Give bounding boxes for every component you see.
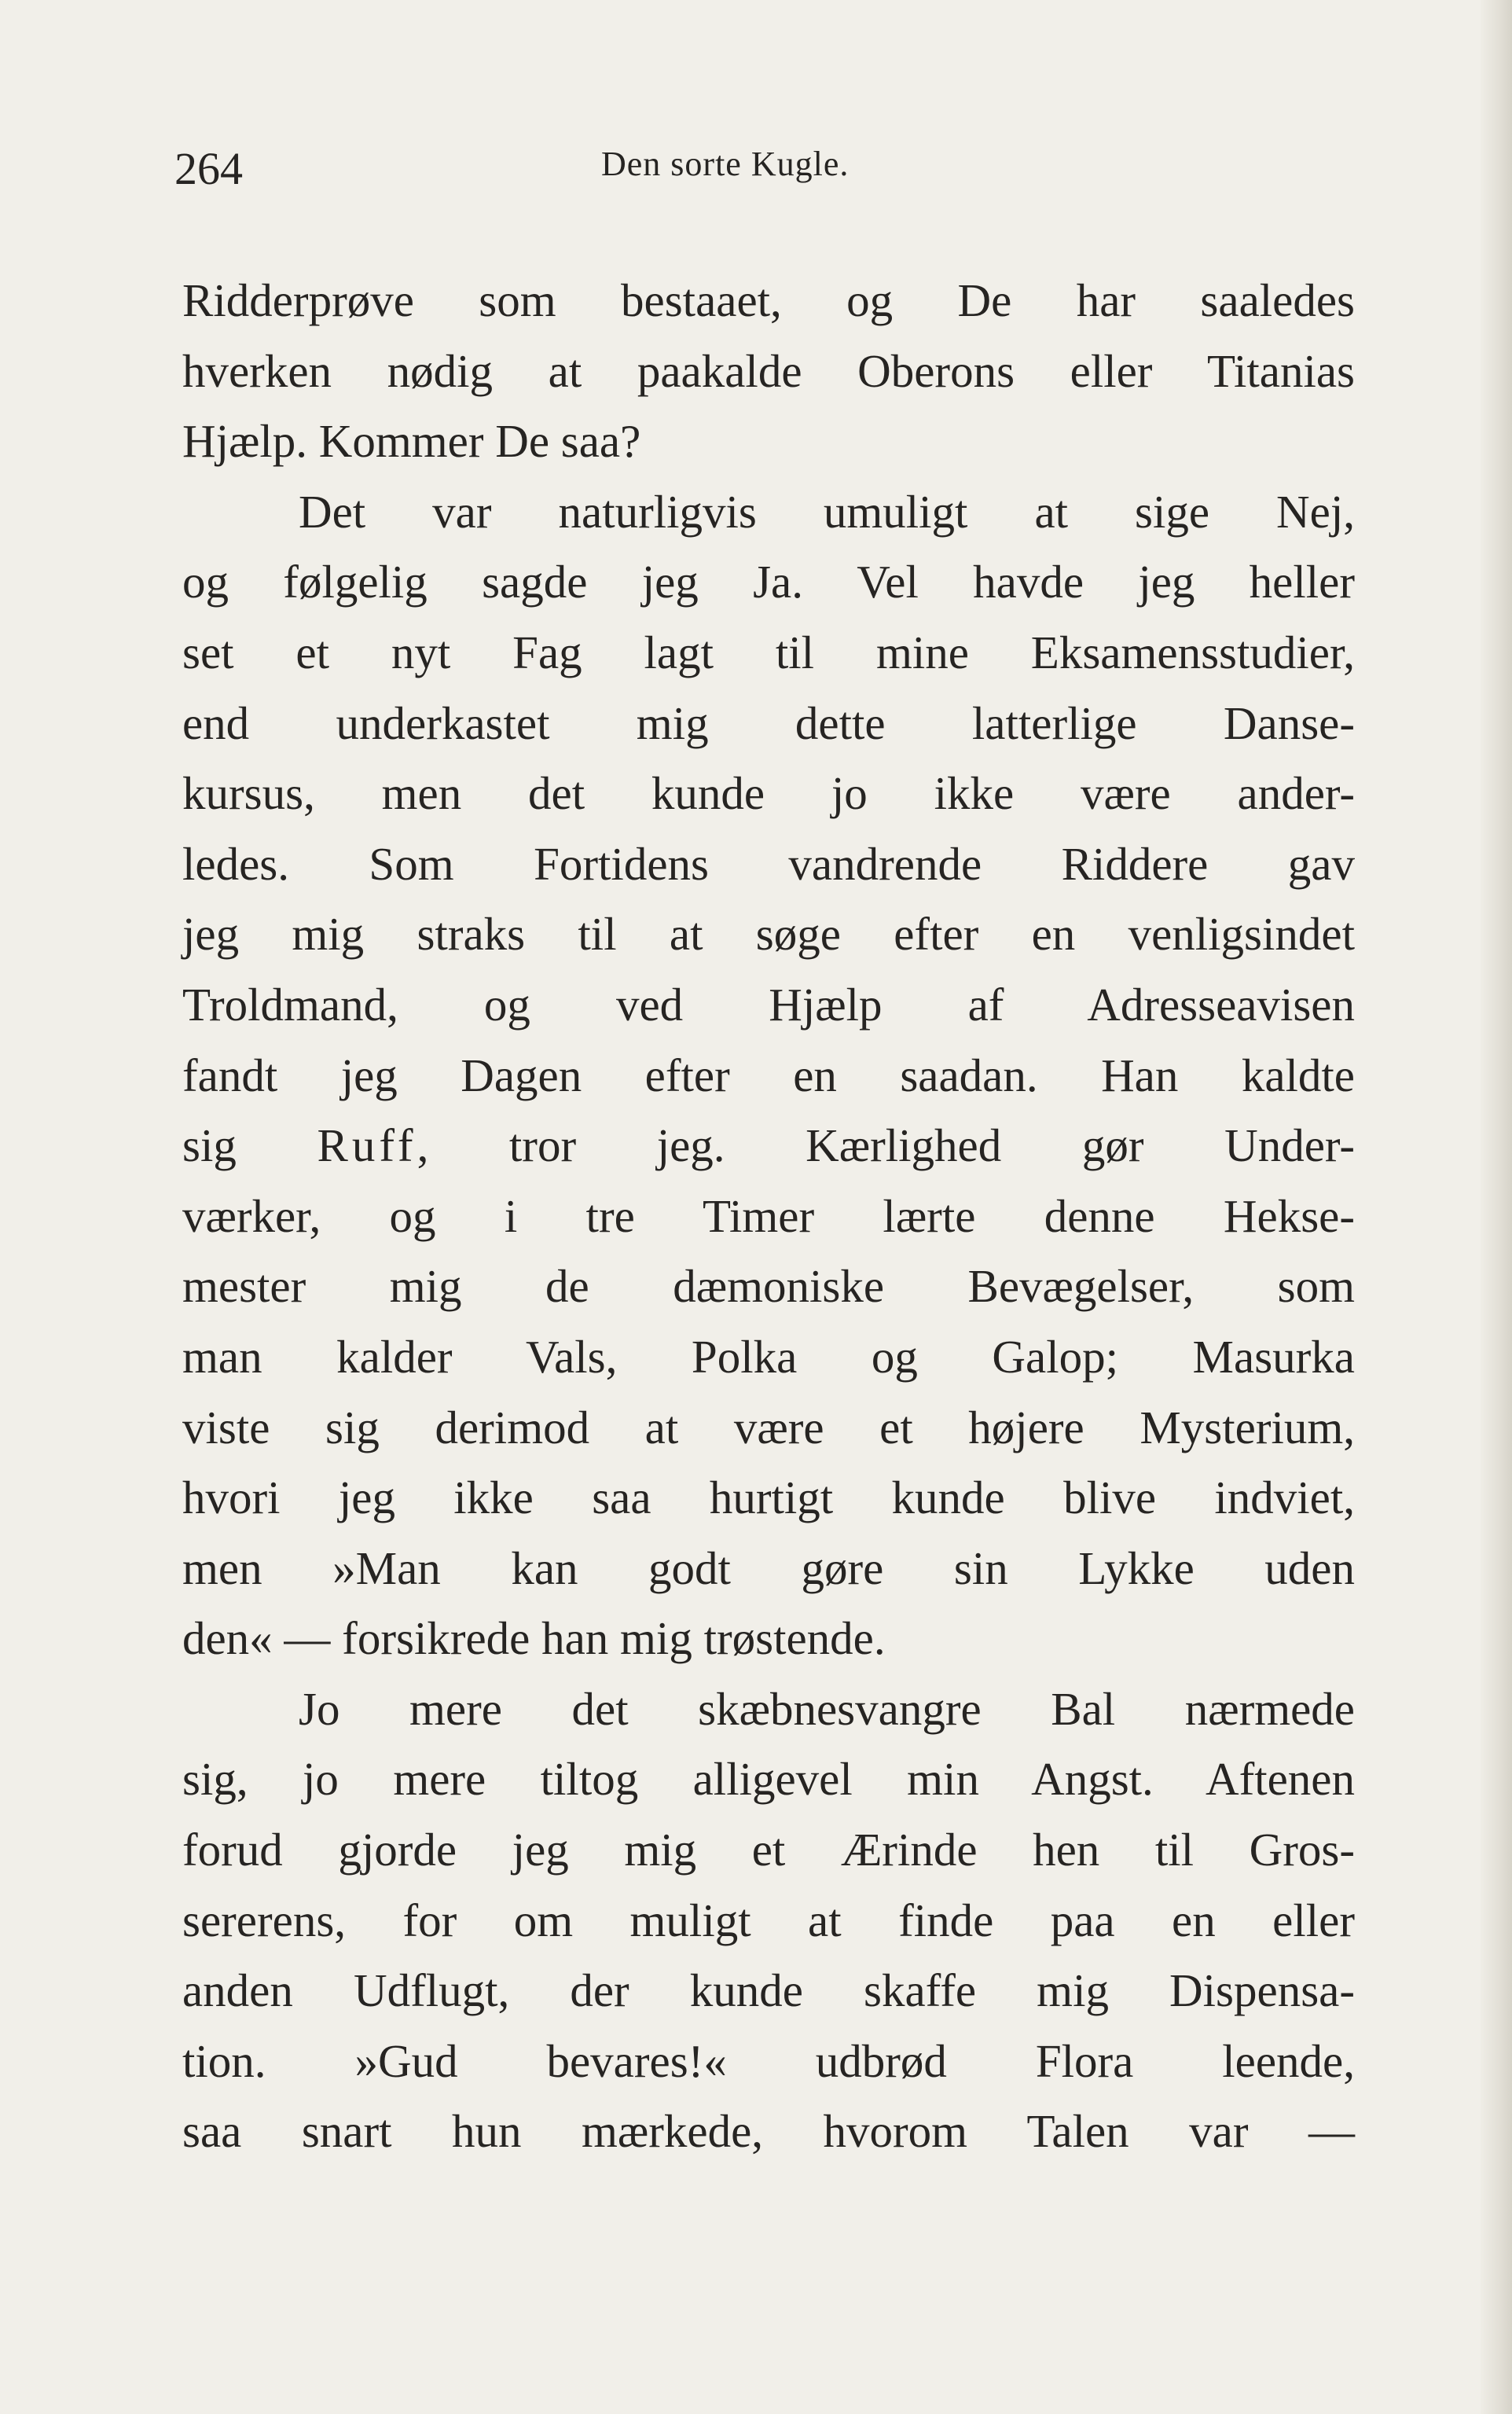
- text-line: og følgelig sagde jeg Ja. Vel havde jeg heller: [182, 556, 1355, 608]
- text-line: kursus, men det kunde jo ikke være ander-: [182, 767, 1355, 820]
- text-line: Troldmand, og ved Hjælp af Adresseavisen: [182, 978, 1355, 1031]
- text-line: [182, 1111, 1355, 1181]
- text-line: den« — forsikrede han mig trøstende.: [182, 1612, 886, 1665]
- text-line: Hjælp. Kommer De saa?: [182, 415, 641, 468]
- text-run: , tror jeg. Kærlighed gør Under-: [417, 1119, 1355, 1172]
- text-line: sererens, for om muligt at finde paa en eller: [182, 1894, 1355, 1946]
- text-line: mester mig de dæmoniske Bevægelser, som: [182, 1260, 1355, 1313]
- text-line: fandt jeg Dagen efter en saadan. Han kaldte: [182, 1049, 1355, 1101]
- text-line: man kalder Vals, Polka og Galop; Masurka: [182, 1330, 1355, 1383]
- text-line: anden Udflugt, der kunde skaffe mig Dispensa-: [182, 1964, 1355, 2017]
- text-line: Det var naturligvis umuligt at sige Nej,: [299, 485, 1355, 538]
- text-line: ledes. Som Fortidens vandrende Riddere gav: [182, 837, 1355, 890]
- text-line: Jo mere det skæbnesvangre Bal nærmede: [299, 1682, 1355, 1735]
- body-text: [182, 266, 1355, 2167]
- page-edge-shadow: [1481, 0, 1512, 2414]
- text-line: jeg mig straks til at søge efter en venligsindet: [182, 908, 1355, 961]
- text-line: men »Man kan godt gøre sin Lykke uden: [182, 1541, 1355, 1594]
- text-run: sig: [182, 1119, 317, 1172]
- running-title: Den sorte Kugle.: [601, 145, 850, 183]
- text-line: værker, og i tre Timer lærte denne Hekse-: [182, 1189, 1355, 1242]
- text-line: end underkastet mig dette latterlige Danse-: [182, 696, 1355, 749]
- text-line: Ridderprøve som bestaaet, og De har saaledes: [182, 274, 1355, 326]
- text-line: tion. »Gud bevares!« udbrød Flora leende,: [182, 2034, 1355, 2087]
- text-line: forud gjorde jeg mig et Ærinde hen til Gros-: [182, 1824, 1355, 1876]
- text-line: hvori jeg ikke saa hurtigt kunde blive indviet,: [182, 1472, 1355, 1524]
- text-line: saa snart hun mærkede, hvorom Talen var —: [182, 2105, 1355, 2158]
- page-number: 264: [174, 143, 243, 194]
- text-line: sig, jo mere tiltog alligevel min Angst. Aftenen: [182, 1753, 1355, 1806]
- text-line: viste sig derimod at være et højere Mysterium,: [182, 1401, 1355, 1453]
- text-line: hverken nødig at paakalde Oberons eller Titanias: [182, 344, 1355, 397]
- text-line: set et nyt Fag lagt til mine Eksamensstudier,: [182, 626, 1355, 678]
- spaced-name-ruff: Ruff: [317, 1119, 417, 1172]
